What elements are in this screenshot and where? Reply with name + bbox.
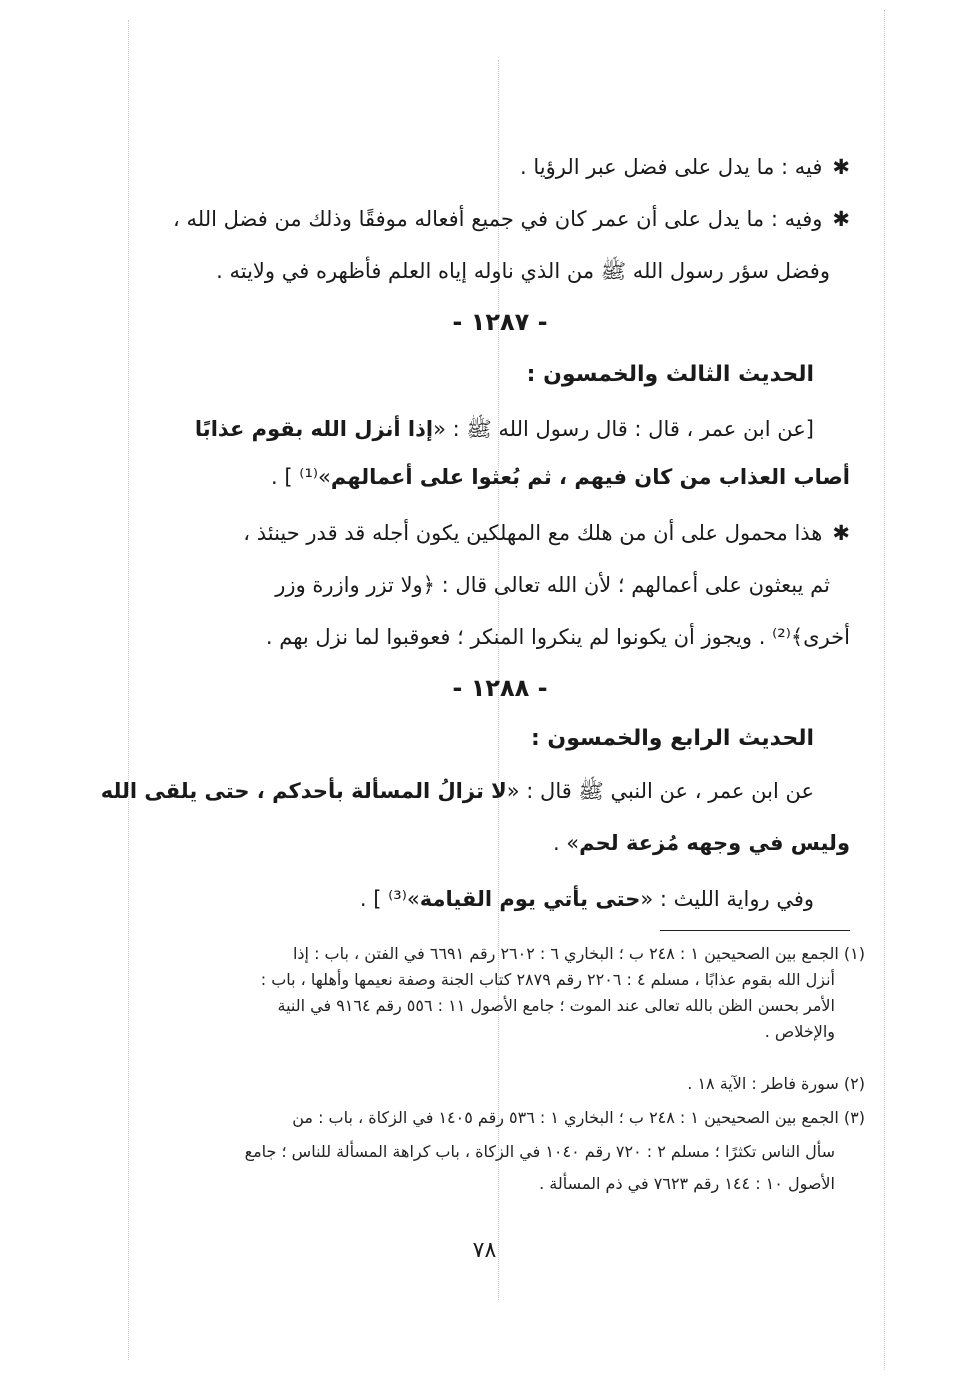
- riwaya-matn: حتى يأتي يوم القيامة: [419, 887, 641, 911]
- section-title-53: الحديث الثالث والخمسون :: [526, 362, 814, 387]
- riwaya-intro: وفي رواية الليث : «: [640, 887, 814, 911]
- hadith-53-end: »⁽¹⁾ ] .: [271, 465, 331, 489]
- footnote-3-line-2: سأل الناس تكثرًا ؛ مسلم ٢ : ٧٢٠ رقم ١٠٤٠ في الزكاة ، باب كراهة المسألة للناس ؛ جامع: [244, 1142, 835, 1161]
- comment-53-text-2: ثم يبعثون على أعمالهم ؛ لأن الله تعالى قال : ﴿ولا تزر وازرة وزر: [275, 573, 830, 597]
- intro-text-1: فيه : ما يدل على فضل عبر الرؤيا .: [520, 155, 823, 179]
- hadith-54-end: » .: [552, 831, 580, 855]
- scan-artifact-line: [884, 10, 885, 1370]
- footnote-separator: [660, 930, 850, 931]
- footnote-1-line-3: الأمر بحسن الظن بالله تعالى عند الموت ؛ جامع الأصول ١١ : ٥٥٦ رقم ٩١٦٤ في النية: [277, 996, 835, 1015]
- comment-53-text-1: هذا محمول على أن من هلك مع المهلكين يكون أجله قد قدر حينئذ ،: [243, 521, 823, 545]
- riwaya-end: »⁽³⁾ ] .: [359, 887, 420, 911]
- asterisk-bullet-icon: ✱: [832, 521, 850, 545]
- comment-53-line-2: [150, 570, 850, 600]
- section-title-54: الحديث الرابع والخمسون :: [530, 726, 814, 751]
- comment-53-line-3: [150, 622, 850, 652]
- asterisk-bullet-icon: ✱: [832, 155, 850, 179]
- hadith-number-1288: - ١٢٨٨ -: [452, 674, 548, 702]
- hadith-53-line-2: [150, 462, 850, 492]
- intro-text-2: وفيه : ما يدل على أن عمر كان في جميع أفعاله موفقًا وذلك من فضل الله ،: [173, 207, 823, 231]
- hadith-53-intro: [عن ابن عمر ، قال : قال رسول الله ﷺ : «: [433, 417, 814, 441]
- footnote-3-line-1: (٣) الجمع بين الصحيحين ١ : ٢٤٨ ب ؛ البخاري ١ : ٥٣٦ رقم ١٤٠٥ في الزكاة ، باب : من: [292, 1108, 865, 1127]
- page-number: ٧٨: [472, 1238, 497, 1263]
- hadith-54-line-1: [100, 776, 850, 806]
- footnote-1-line-4: والإخلاص .: [764, 1022, 835, 1041]
- intro-text-3: وفضل سؤر رسول الله ﷺ من الذي ناوله إياه العلم فأظهره في ولايته .: [216, 259, 830, 283]
- asterisk-bullet-icon: ✱: [832, 207, 850, 231]
- hadith-54-intro: عن ابن عمر ، عن النبي ﷺ قال : «: [506, 779, 814, 803]
- hadith-53-matn-1: إذا أنزل الله بقوم عذابًا: [194, 417, 434, 441]
- comment-53-line-1: [150, 518, 850, 548]
- footnote-3-line-3: الأصول ١٠ : ١٤٤ رقم ٧٦٢٣ في ذم المسألة .: [539, 1174, 835, 1193]
- scan-artifact-line: [128, 20, 129, 1360]
- hadith-53-matn-2: أصاب العذاب من كان فيهم ، ثم بُعثوا على أعمالهم: [330, 465, 850, 489]
- intro-line-2: [150, 204, 850, 234]
- footnote-1-line-2: أنزل الله بقوم عذابًا ، مسلم ٤ : ٢٢٠٦ رقم ٢٨٧٩ كتاب الجنة وصفة نعيمها وأهلها ، باب :: [260, 970, 835, 989]
- hadith-54-matn-1: لا تزالُ المسألة بأحدكم ، حتى يلقى الله: [100, 779, 507, 803]
- hadith-54-matn-2: وليس في وجهه مُزعة لحم: [579, 831, 850, 855]
- hadith-number-1287: - ١٢٨٧ -: [452, 308, 548, 336]
- hadith-54-line-2: [150, 828, 850, 858]
- intro-line-3: [150, 256, 850, 286]
- riwaya-line: [150, 884, 850, 914]
- footnote-2: (٢) سورة فاطر : الآية ١٨ .: [687, 1074, 865, 1093]
- comment-53-text-3: أخرى﴾⁽²⁾ . ويجوز أن يكونوا لم ينكروا المنكر ؛ فعوقبوا لما نزل بهم .: [265, 625, 850, 649]
- hadith-53-line-1: [150, 414, 850, 444]
- footnote-1-line-1: (١) الجمع بين الصحيحين ١ : ٢٤٨ ب ؛ البخاري ٦ : ٢٦٠٢ رقم ٦٦٩١ في الفتن ، باب : إذا: [292, 944, 865, 963]
- intro-line-1: [150, 152, 850, 182]
